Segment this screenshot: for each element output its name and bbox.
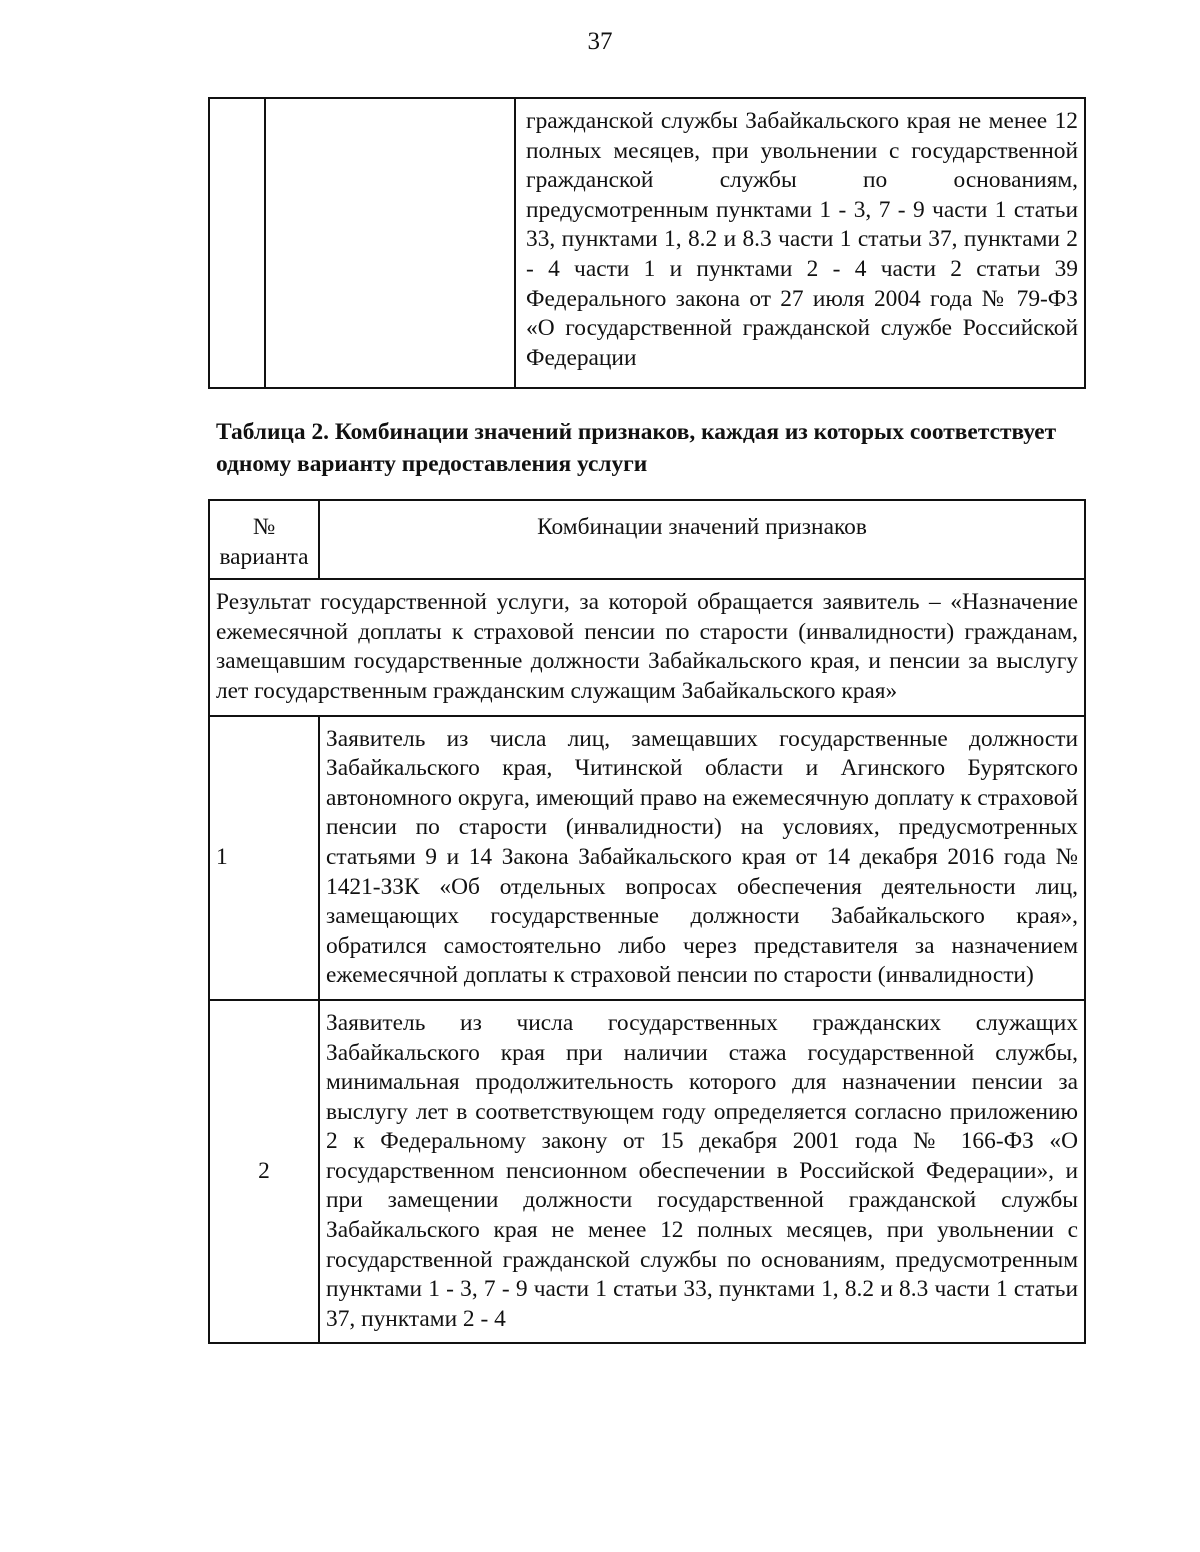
empty-cell-number bbox=[209, 98, 265, 388]
continued-table bbox=[208, 97, 1086, 389]
table-row bbox=[209, 716, 1085, 1000]
table-row bbox=[209, 1000, 1085, 1344]
variant-description: Заявитель из числа государственных гражданских служащих Забайкальского края при наличии стажа государственной службы, минимальная продолжительность которого для назначении пенсии за выслугу лет в соответствующем году определяется согласно приложению 2 к Федеральному закону от 15 декабря 2001 года № 166-ФЗ «О государственном пенсионном обеспечении в Российской Федерации», и при замещении должности государственной гражданской службы Забайкальского края не менее 12 полных месяцев, при увольнении с государственной гражданской службы по основаниям, предусмотренным пунктами 1 - 3, 7 - 9 части 1 статьи 33, пунктами 1, 8.2 и 8.3 части 1 статьи 37, пунктами 2 - 4 bbox=[319, 1000, 1085, 1344]
table-row bbox=[209, 98, 1085, 388]
continued-cell-text: гражданской службы Забайкальского края не менее 12 полных месяцев, при увольнении с государственной гражданской службы по основаниям, предусмотренным пунктами 1 - 3, 7 - 9 части 1 статьи 33, пунктами 1, 8.2 и 8.3 части 1 статьи 37, пунктами 2 - 4 части 1 и пунктами 2 - 4 части 2 статьи 39 Федерального закона от 27 июля 2004 года № 79-ФЗ «О государственной гражданской службе Российской Федерации bbox=[515, 98, 1085, 388]
variants-table bbox=[208, 499, 1086, 1344]
table-heading: Таблица 2. Комбинации значений признаков, каждая из которых соответствует одному варианту предоставления услуги bbox=[216, 419, 1057, 477]
result-row bbox=[209, 579, 1085, 715]
table-header-row bbox=[209, 500, 1085, 579]
header-combinations: Комбинации значений признаков bbox=[319, 500, 1085, 579]
empty-cell-middle bbox=[265, 98, 515, 388]
service-result-text: Результат государственной услуги, за которой обращается заявитель – «Назначение ежемесячной доплаты к страховой пенсии по старости (инвалидности) гражданам, замещавшим государственные должности Забайкальского края, и пенсии за выслугу лет государственным гражданским служащим Забайкальского края» bbox=[209, 579, 1085, 715]
variant-number: 2 bbox=[209, 1000, 319, 1344]
variant-number: 1 bbox=[209, 716, 319, 1000]
header-variant-number: № варианта bbox=[209, 500, 319, 579]
variant-description: Заявитель из числа лиц, замещавших государственные должности Забайкальского края, Читинской области и Агинского Бурятского автономного округа, имеющий право на ежемесячную доплату к страховой пенсии по старости (инвалидности) на условиях, предусмотренных статьями 9 и 14 Закона Забайкальского края от 14 декабря 2016 года № 1421-ЗЗК «Об отдельных вопросах обеспечения деятельности лиц, замещающих государственные должности Забайкальского края», обратился самостоятельно либо через представителя за назначением ежемесячной доплаты к страховой пенсии по старости (инвалидности) bbox=[319, 716, 1085, 1000]
page-number: 37 bbox=[587, 28, 613, 55]
